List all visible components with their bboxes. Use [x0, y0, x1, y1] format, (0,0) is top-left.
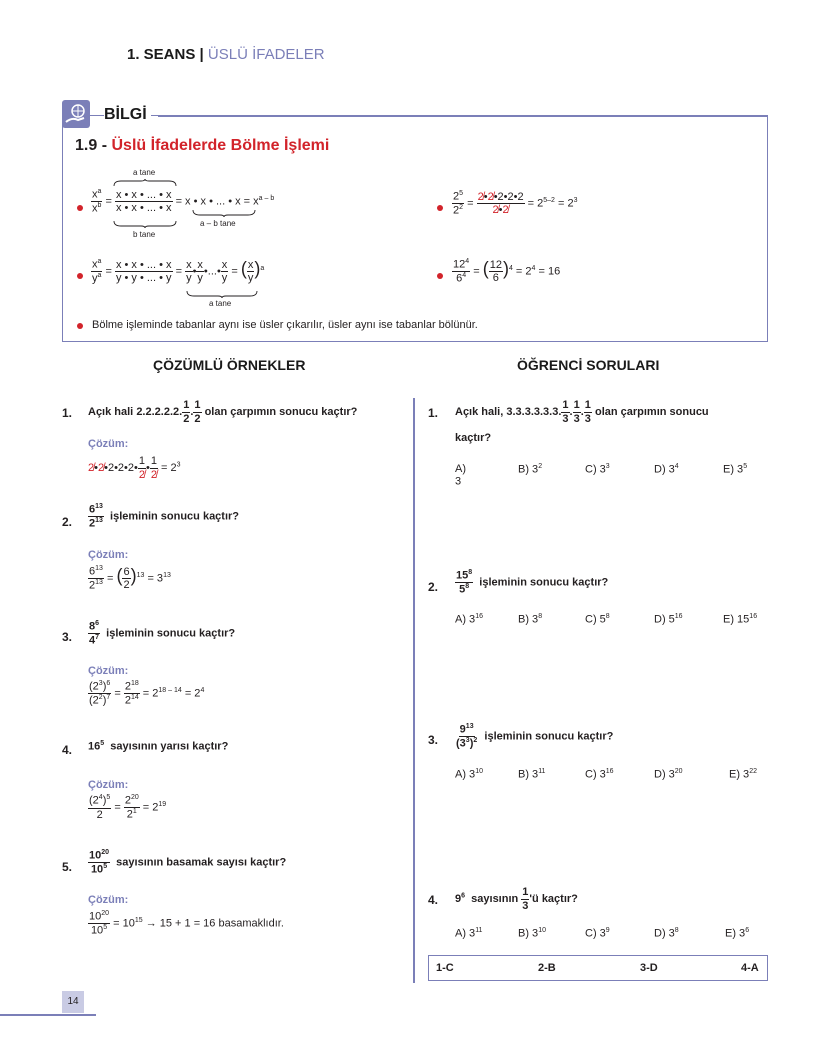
solution-mid: = 2	[142, 687, 159, 700]
bullet	[77, 323, 83, 329]
solution-result: = 2	[184, 687, 201, 700]
option-d[interactable]	[654, 463, 679, 476]
right-q2-text: $\frac{15^8}{5^8}$ işleminin sonucu kaçtır?	[456, 569, 609, 596]
option-exp: 16	[475, 613, 483, 620]
solution-mid-exp: 15	[134, 917, 143, 925]
right-q4-text: $9^6$ sayısının $\frac{1}{3}$ 'ü kaçtır?	[455, 886, 578, 912]
q-mid: sayısının	[471, 893, 519, 906]
solution-mid-exp: 18 – 14	[158, 687, 182, 695]
solution-result: = 2	[142, 801, 159, 814]
answer-key-item: 1-C	[436, 962, 454, 974]
section-title	[75, 137, 329, 155]
q-exp: 5	[100, 740, 105, 747]
option-a[interactable]	[455, 613, 483, 626]
solution-exp: 4	[200, 687, 205, 695]
q-suffix: olan çarpımın sonucu	[594, 406, 709, 419]
header-separator: |	[199, 46, 204, 63]
q-base: 16	[88, 740, 101, 753]
q-base: 9	[455, 893, 462, 906]
brace-label: a tane	[209, 299, 232, 308]
option-d[interactable]	[654, 927, 679, 940]
section-dash: -	[101, 137, 108, 154]
topic-label: ÜSLÜ İFADELER	[207, 46, 325, 63]
brace-label: a tane	[133, 168, 156, 177]
option-c[interactable]	[585, 768, 614, 781]
left-q5-text: $\frac{10^{20}}{10^5}$ sayısının basamak sayısı kaçtır?	[89, 849, 287, 876]
solution-label: Çözüm:	[88, 894, 129, 906]
q-text: işleminin sonucu kaçtır?	[106, 627, 236, 640]
option-d[interactable]	[654, 768, 683, 781]
option-b[interactable]	[518, 613, 542, 626]
bullet	[77, 205, 83, 211]
option-label: D) 5	[654, 613, 675, 626]
left-q4-solution: $\frac{(2^4)^5}{2}$ = $\frac{2^{20}}{2^1}$ = $2^{19}$	[89, 794, 167, 821]
q-line2: kaçtır?	[455, 432, 492, 444]
option-b[interactable]	[518, 463, 542, 476]
brace-label: a – b tane	[200, 219, 236, 228]
bullet	[437, 205, 443, 211]
option-c[interactable]	[585, 613, 610, 626]
question-number: 2.	[428, 580, 439, 594]
question-number: 2.	[62, 515, 73, 529]
option-label: D) 3	[654, 927, 675, 940]
option-exp: 11	[538, 768, 546, 775]
option-a[interactable]	[455, 927, 482, 940]
option-exp: 9	[605, 927, 610, 934]
option-c[interactable]	[585, 463, 610, 476]
option-exp: 10	[475, 768, 483, 775]
solution-label: Çözüm:	[88, 549, 129, 561]
formula-1-exponent: a – b	[258, 195, 275, 203]
option-label: B) 3	[518, 613, 539, 626]
option-label: E) 15	[723, 613, 750, 626]
q-text: işleminin sonucu kaçtır?	[479, 576, 609, 589]
option-label: D) 3	[654, 768, 675, 781]
formula-1: $\frac{x^a}{x^b}$ = $\frac{x • x • ... • x}{x • x • ... • x}$ = x • x • ... • $x = x^{a - b}$	[92, 188, 275, 215]
section-number: 1.9	[75, 137, 98, 154]
left-q1-solution: 2̸•2̸•2•2•2• $\frac{1}{2̸}$ • $\frac{1}{2̸}$ = $2^3$	[88, 455, 181, 481]
q-suffix: 'ü kaçtır?	[529, 893, 578, 906]
option-e[interactable]	[729, 768, 757, 781]
solution-exp: 19	[158, 801, 167, 809]
option-exp: 3	[605, 463, 610, 470]
option-label: A) 3	[455, 613, 476, 626]
solution-result: = 2	[161, 462, 177, 475]
brace-mid	[192, 209, 256, 217]
option-exp: 5	[743, 463, 748, 470]
option-e[interactable]	[723, 463, 747, 476]
formula-2-result-exp: 3	[573, 197, 578, 205]
q-expr: 3.3.3.3.3.3.	[506, 406, 562, 419]
formula-2-mid: = 2	[527, 197, 544, 210]
q-text: işleminin sonucu kaçtır?	[484, 730, 614, 743]
solution-exp: 13	[163, 572, 171, 580]
answer-key-box	[428, 955, 768, 981]
brace-top	[113, 179, 177, 187]
option-exp: 6	[745, 927, 750, 934]
option-exp: 8	[605, 613, 610, 620]
option-label: A) 3	[455, 927, 476, 940]
solution-label: Çözüm:	[88, 438, 129, 450]
formula-2-exp: 5–2	[543, 197, 555, 205]
option-exp: 8	[538, 613, 543, 620]
option-label: B) 3	[518, 768, 539, 781]
option-exp: 20	[674, 768, 683, 775]
option-b[interactable]	[518, 927, 546, 940]
q-text: sayısının yarısı kaçtır?	[110, 740, 229, 753]
bullet	[77, 273, 83, 279]
q-exp: 6	[461, 892, 466, 900]
answer-key-item: 3-D	[640, 962, 658, 974]
left-q2-text: $\frac{6^{13}}{2^{13}}$ işleminin sonucu kaçtır?	[89, 503, 240, 530]
answer-key-item: 4-A	[741, 962, 759, 974]
option-label: C) 3	[585, 463, 606, 476]
option-label: E) 3	[729, 768, 750, 781]
question-number: 1.	[428, 406, 439, 420]
option-label: D) 3	[654, 463, 675, 476]
info-note: Bölme işleminde tabanlar aynı ise üsler çıkarılır, üsler aynı ise tabanlar bölünür.	[92, 319, 478, 331]
right-q3-text: $\frac{9^{13}}{(3^3)^2}$ işleminin sonucu kaçtır?	[456, 723, 614, 750]
option-exp: 11	[475, 927, 483, 934]
option-exp: 16	[605, 768, 614, 775]
section-heading: Üslü İfadelerde Bölme İşlemi	[111, 137, 330, 154]
option-e[interactable]	[725, 927, 749, 940]
formula-3-denominator: y • y • ... • y	[115, 272, 172, 285]
q-prefix: Açık hali	[88, 406, 134, 419]
formula-1-numerator: x • x • ... • x	[115, 188, 172, 201]
solved-examples-title: ÇÖZÜMLÜ ÖRNEKLER	[153, 357, 306, 373]
q-text: sayısının basamak sayısı kaçtır?	[116, 856, 287, 869]
option-exp: 22	[749, 768, 757, 775]
session-label: 1. SEANS	[127, 46, 196, 63]
option-label: A) 3	[455, 768, 476, 781]
formula-2-result: = 2	[558, 197, 574, 210]
left-q3-solution: $\frac{(2^3)^6}{(2^2)^7}$ = $\frac{2^{18}}{2^{14}}$ = $2^{18 - 14} = 2^4$	[89, 680, 205, 707]
student-questions-title: ÖĞRENCİ SORULARI	[517, 357, 660, 373]
left-q3-text: $\frac{8^6}{4^7}$ işleminin sonucu kaçtır?	[89, 620, 236, 647]
solution-mid: = 10	[113, 917, 135, 930]
left-q2-solution: $\frac{6^{13}}{2^{13}}$ = ( $\frac{6}{2}$ )$^{13} = 3^{13}$	[89, 565, 171, 592]
option-d[interactable]	[654, 613, 683, 626]
q-suffix: olan çarpımın sonucu kaçtır?	[204, 406, 358, 419]
globe-hand-icon	[62, 100, 90, 128]
left-q1-text: Açık hali 2.2.2.2.2. $\frac{1}{2}$ . $\frac{1}{2}$ olan çarpımın sonucu kaçtır?	[88, 399, 358, 425]
option-e[interactable]	[723, 613, 757, 626]
question-number: 4.	[62, 743, 73, 757]
answer-key-item: 2-B	[538, 962, 556, 974]
q-expr: 2.2.2.2.2.	[136, 406, 183, 419]
bullet	[437, 273, 443, 279]
page-header	[127, 46, 325, 63]
option-exp: 4	[674, 463, 679, 470]
formula-2: $\frac{2^5}{2^2}$ = $\frac{2̸•2̸•2•2•2}{2̸•2̸}$ = $2^{5-2} = 2^3$	[453, 190, 578, 217]
formula-4-result: = 16	[538, 265, 561, 278]
option-label: A) 3	[455, 463, 466, 488]
question-number: 5.	[62, 860, 73, 874]
page-number: 14	[62, 991, 84, 1013]
formula-1-result: = x • x • ... • x = x	[175, 195, 259, 208]
q-text: işleminin sonucu kaçtır?	[110, 510, 240, 523]
option-label: E) 3	[725, 927, 746, 940]
option-b[interactable]	[518, 768, 545, 781]
page-footer-rule	[0, 1014, 96, 1016]
option-a[interactable]	[455, 463, 466, 488]
option-exp: 16	[749, 613, 758, 620]
option-c[interactable]	[585, 927, 610, 940]
formula-3: $\frac{x^a}{y^a}$ = $\frac{x • x • ... • x}{y • y • ... • y}$ = $\frac{x}{y}$ • $\frac{x}{y}$ •...• $\frac{x}{y}$ = ( $\frac{x}{y}$ )$^a$	[92, 258, 265, 285]
info-box-label: BİLGİ	[104, 106, 151, 124]
question-number: 3.	[62, 630, 73, 644]
solution-label: Çözüm:	[88, 665, 129, 677]
option-exp: 2	[538, 463, 543, 470]
formula-1-denominator: x • x • ... • x	[115, 202, 172, 215]
column-divider	[413, 398, 415, 983]
option-exp: 16	[674, 613, 683, 620]
option-label: C) 5	[585, 613, 606, 626]
right-q1-text: Açık hali, 3.3.3.3.3.3. $\frac{1}{3}$ . $\frac{1}{3}$ . $\frac{1}{3}$ olan çarpımın sonucu	[455, 399, 709, 425]
option-label: C) 3	[585, 927, 606, 940]
brace-bottom	[186, 290, 258, 298]
info-box-title-rule	[158, 115, 768, 117]
solution-result: = 3	[147, 572, 164, 585]
question-number: 1.	[62, 406, 73, 420]
left-q4-text	[88, 740, 228, 753]
left-q5-solution: $\frac{10^{20}}{10^5}$ = $10^{15} \to 15 + 1 = 16$ basamaklıdır.	[89, 910, 284, 937]
option-label: B) 3	[518, 927, 539, 940]
formula-4-mid-exp: 4	[531, 265, 536, 273]
brace-bottom	[113, 220, 177, 228]
option-exp: 8	[674, 927, 679, 934]
solution-exp: 3	[176, 461, 181, 469]
q-prefix: Açık hali,	[455, 406, 504, 419]
option-label: C) 3	[585, 768, 606, 781]
solution-result: → 15 + 1 = 16 basamaklıdır.	[145, 917, 284, 930]
formula-3-numerator: x • x • ... • x	[115, 258, 172, 271]
option-exp: 10	[538, 927, 546, 934]
option-label: B) 3	[518, 463, 539, 476]
option-a[interactable]	[455, 768, 483, 781]
question-number: 3.	[428, 733, 439, 747]
brace-label: b tane	[133, 230, 156, 239]
solution-label: Çözüm:	[88, 779, 129, 791]
formula-4: $\frac{12^4}{6^4}$ = ( $\frac{12}{6}$ )$^4 = 2^4 = 16$	[453, 258, 561, 285]
option-label: E) 3	[723, 463, 744, 476]
question-number: 4.	[428, 893, 439, 907]
formula-4-mid: = 2	[515, 265, 532, 278]
